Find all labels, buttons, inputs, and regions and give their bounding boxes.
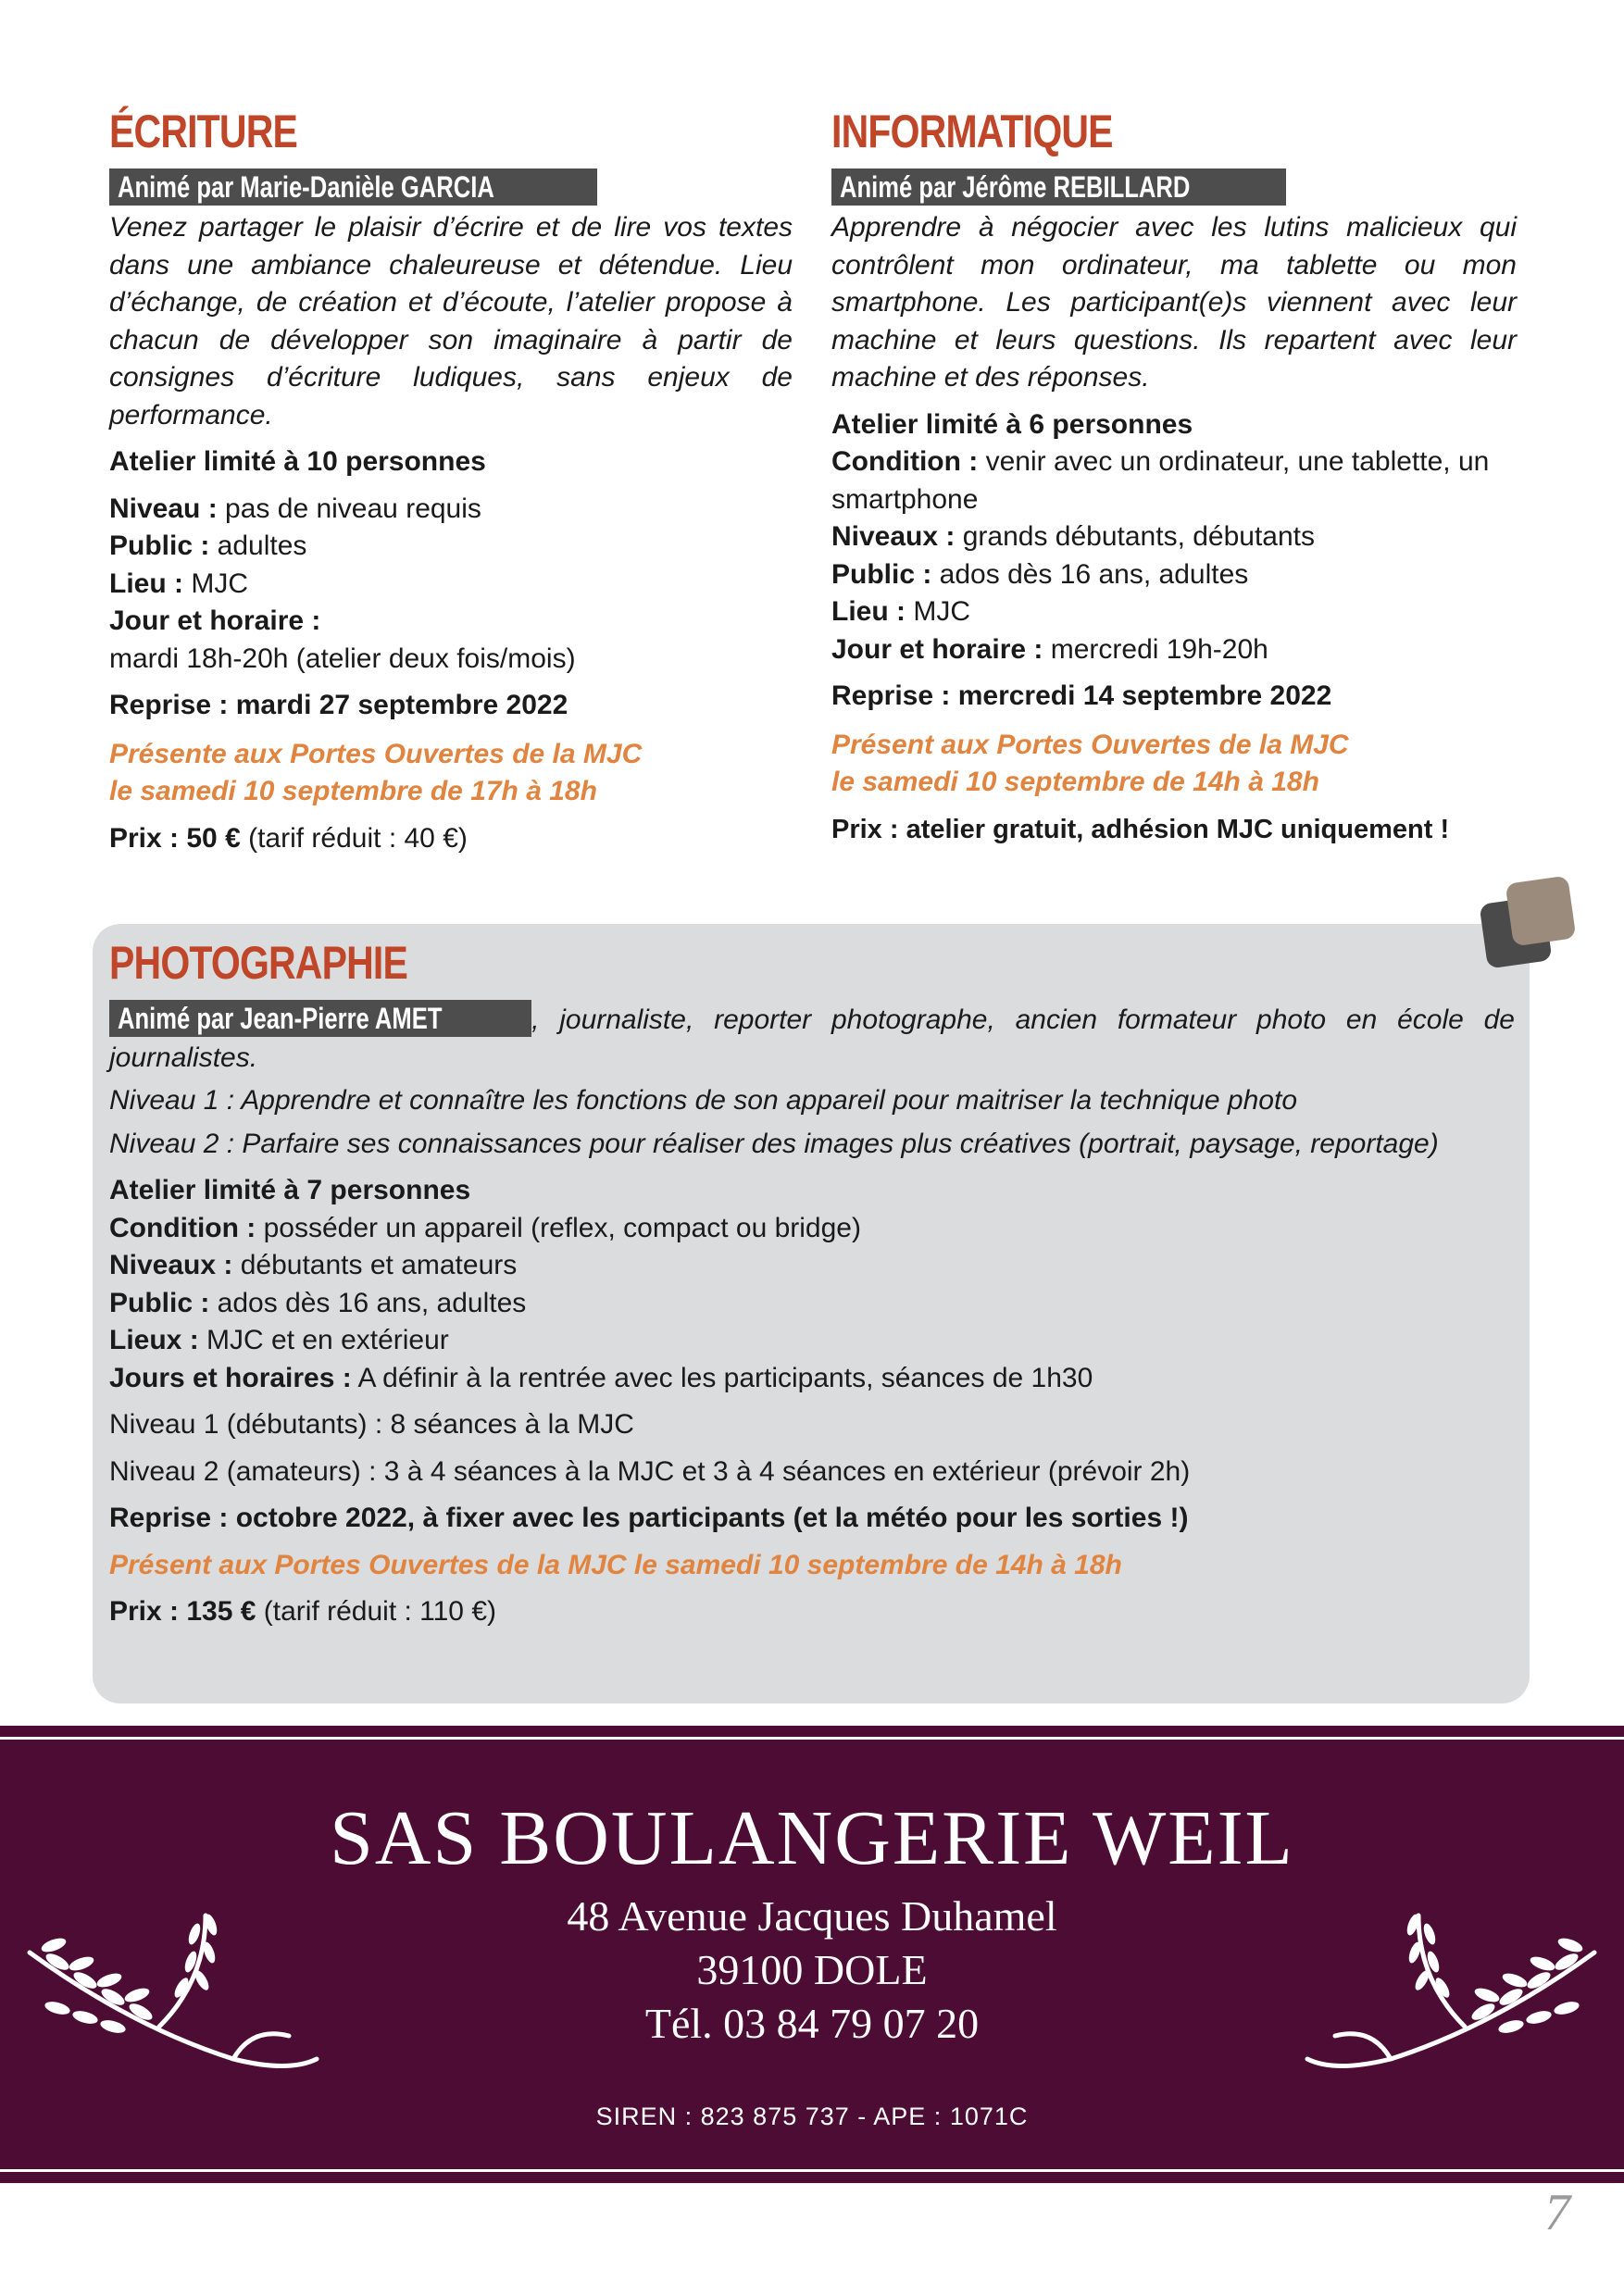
photographie-jours-value: A définir à la rentrée avec les participants, séances de 1h30 [351, 1362, 1093, 1393]
photographie-animator-badge [109, 1000, 531, 1037]
ecriture-jour-value: mardi 18h-20h (atelier deux fois/mois) [109, 643, 576, 674]
ecriture-lieu-label: Lieu : [109, 568, 183, 599]
photographie-prix-value: (tarif réduit : 110 €) [256, 1596, 496, 1627]
ecriture-portes-line2: le samedi 10 septembre de 17h à 18h [109, 776, 597, 806]
photographie-lieux [109, 1322, 1515, 1360]
ecriture-public-value: adultes [209, 530, 307, 561]
photographie-section [93, 924, 1530, 1703]
informatique-lieu [831, 593, 1517, 631]
photographie-animator: Animé par Jean-Pierre AMET [118, 1002, 443, 1035]
photographie-public [109, 1285, 1515, 1323]
informatique-portes-line2: le samedi 10 septembre de 14h à 18h [831, 767, 1319, 797]
advert-phone: Tél. 03 84 79 07 20 [644, 2000, 980, 2047]
photographie-content [109, 931, 1515, 1631]
wheat-ornament-left-icon [20, 1888, 326, 2091]
informatique-niveaux-value: grands débutants, débutants [955, 521, 1316, 552]
informatique-limit: Atelier limité à 6 personnes [831, 408, 1193, 440]
informatique-section [831, 100, 1517, 848]
photographie-public-value: ados dès 16 ans, adultes [209, 1287, 527, 1318]
advert-city: 39100 DOLE [696, 1946, 928, 1993]
ecriture-limit: Atelier limité à 10 personnes [109, 446, 486, 477]
ecriture-reprise: Reprise : mardi 27 septembre 2022 [109, 690, 568, 720]
photographie-lieux-value: MJC et en extérieur [198, 1325, 449, 1355]
advert-siren: SIREN : 823 875 737 - APE : 1071C [595, 2103, 1029, 2130]
informatique-jour-label: Jour et horaire : [831, 633, 1043, 665]
photographie-prix-label: Prix : 135 € [109, 1596, 256, 1627]
photographie-portes: Présent aux Portes Ouvertes de la MJC le samedi 10 septembre de 14h à 18h [109, 1549, 1122, 1580]
informatique-niveaux [831, 518, 1517, 556]
photographie-niveau2-desc: Niveau 2 : Parfaire ses connaissances pour réaliser des images plus créatives (portrait, paysage, reportage) [109, 1128, 1439, 1159]
photographie-niveaux-label: Niveaux : [109, 1250, 233, 1280]
photographie-condition [109, 1210, 1515, 1248]
photographie-condition-label: Condition : [109, 1212, 256, 1243]
photographie-prix [109, 1593, 1515, 1631]
boulangerie-advert [0, 1737, 1624, 2172]
informatique-jour-value: mercredi 19h-20h [1043, 633, 1268, 665]
ecriture-title: ÉCRITURE [109, 106, 298, 157]
photographie-niveau1-desc: Niveau 1 : Apprendre et connaître les fonctions de son appareil pour maitriser la technique photo [109, 1085, 1297, 1116]
informatique-condition-label: Condition : [831, 446, 979, 477]
informatique-description: Apprendre à négocier avec les lutins malicieux qui contrôlent mon ordinateur, ma tablette ou mon smartphone. Les participant(e)s viennent avec leur machine et leurs questions. Ils repartent avec leur machine et des réponses. [831, 212, 1517, 393]
informatique-niveaux-label: Niveaux : [831, 521, 956, 552]
informatique-public-value: ados dès 16 ans, adultes [931, 558, 1249, 590]
photographie-limit: Atelier limité à 7 personnes [109, 1175, 471, 1205]
ecriture-prix [109, 820, 793, 858]
informatique-animator: Animé par Jérôme REBILLARD [840, 170, 1191, 204]
ecriture-animator-badge [109, 168, 597, 206]
informatique-lieu-label: Lieu : [831, 596, 906, 627]
informatique-condition-value: venir avec un ordinateur, une tablette, un smartphone [831, 446, 1490, 515]
ecriture-niveau-value: pas de niveau requis [217, 493, 481, 524]
ecriture-animator: Animé par Marie-Danièle GARCIA [118, 170, 494, 204]
informatique-jour [831, 631, 1517, 669]
decorative-squares-icon [1472, 870, 1583, 981]
photographie-public-label: Public : [109, 1287, 210, 1318]
photographie-lieux-label: Lieux : [109, 1325, 199, 1355]
informatique-condition [831, 443, 1517, 518]
photographie-animator-suffix: , journaliste, reporter photographe, ancien formateur photo en école de journalistes. [109, 1004, 1515, 1073]
ecriture-public-label: Public : [109, 530, 210, 561]
informatique-prix: Prix : atelier gratuit, adhésion MJC uniquement ! [831, 814, 1450, 844]
photographie-jours-label: Jours et horaires : [109, 1362, 352, 1393]
photographie-niveaux-value: débutants et amateurs [232, 1250, 518, 1280]
informatique-animator-badge [831, 168, 1286, 206]
informatique-reprise: Reprise : mercredi 14 septembre 2022 [831, 680, 1332, 711]
photographie-niveau2-sessions: Niveau 2 (amateurs) : 3 à 4 séances à la MJC et 3 à 4 séances en extérieur (prévoir 2h) [109, 1455, 1191, 1487]
photographie-condition-value: posséder un appareil (reflex, compact ou bridge) [256, 1212, 861, 1243]
photographie-title: PHOTOGRAPHIE [109, 937, 408, 989]
ecriture-section [109, 100, 793, 857]
ecriture-lieu-value: MJC [183, 568, 248, 599]
ecriture-prix-label: Prix : 50 € [109, 822, 241, 854]
ecriture-portes-line1: Présente aux Portes Ouvertes de la MJC [109, 738, 643, 769]
informatique-public [831, 556, 1517, 594]
informatique-lieu-value: MJC [906, 596, 970, 627]
photographie-intro [109, 1000, 1515, 1077]
wheat-ornament-right-icon [1298, 1888, 1604, 2091]
advert-address: 48 Avenue Jacques Duhamel [567, 1892, 1057, 1940]
page-number: 7 [1544, 2184, 1570, 2241]
ecriture-jour-label: Jour et horaire : [109, 605, 321, 636]
ecriture-lieu [109, 566, 793, 604]
ecriture-public [109, 528, 793, 566]
ecriture-niveau [109, 491, 793, 529]
photographie-niveaux [109, 1247, 1515, 1285]
advert-name: SAS BOULANGERIE WEIL [330, 1795, 1294, 1881]
photographie-niveau1-sessions: Niveau 1 (débutants) : 8 séances à la MJC [109, 1409, 634, 1440]
photographie-jours [109, 1360, 1515, 1398]
informatique-public-label: Public : [831, 558, 932, 590]
photographie-reprise: Reprise : octobre 2022, à fixer avec les participants (et la météo pour les sorties !) [109, 1503, 1189, 1533]
ecriture-prix-value: (tarif réduit : 40 €) [240, 822, 468, 854]
informatique-portes-line1: Présent aux Portes Ouvertes de la MJC [831, 729, 1349, 760]
informatique-title: INFORMATIQUE [831, 106, 1113, 157]
ecriture-niveau-label: Niveau : [109, 493, 218, 524]
ecriture-description: Venez partager le plaisir d’écrire et de lire vos textes dans une ambiance chaleureuse et détendue. Lieu d’échange, de création et d’écoute, l’atelier propose à chacun de développer son imaginaire à partir de consignes d’écriture ludiques, sans enjeux de performance. [109, 212, 793, 430]
